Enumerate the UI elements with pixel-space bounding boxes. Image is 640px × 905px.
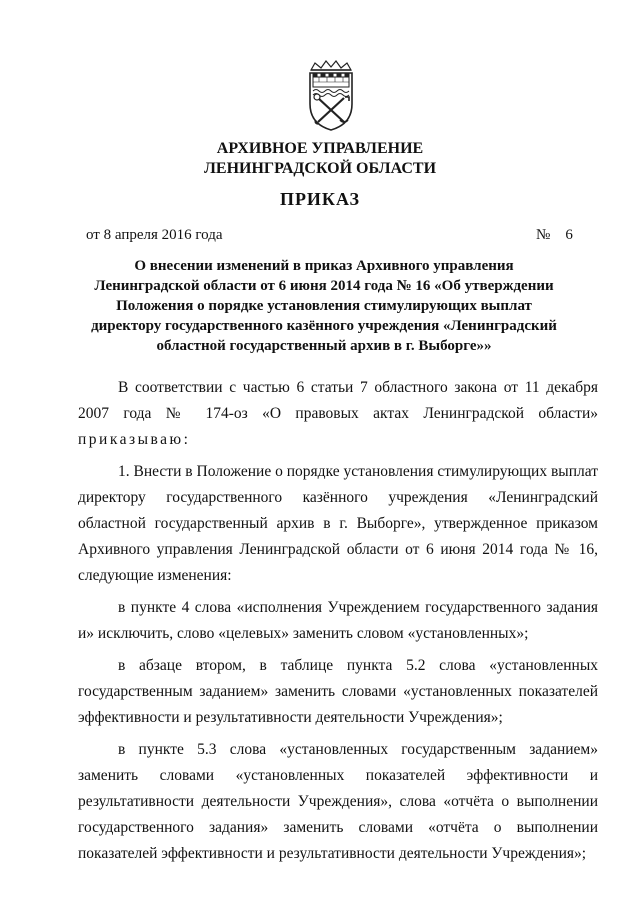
change-3-paragraph: в пункте 5.3 слова «установленных государственным заданием» заменить словами «установленных показателей эффективности и результативности деятельности Учреждения», слова «отчёта о выполнении государственного задания» заменить словами «отчёта о выполнении показателей эффективности и результативности деятельности Учреждения»; xyxy=(78,741,598,862)
document-title: ПРИКАЗ xyxy=(279,189,361,209)
order-date: от 8 апреля 2016 года xyxy=(86,227,223,243)
intro-paragraph xyxy=(78,375,598,453)
order-number-label: № xyxy=(536,227,551,243)
change-2-paragraph: в абзаце втором, в таблице пункта 5.2 слова «установленных государственным заданием» заменить словами «установленных показателей эффективности и результативности деятельности Учреждения»; xyxy=(78,657,598,726)
organization-name-line1: АРХИВНОЕ УПРАВЛЕНИЕ xyxy=(216,140,424,157)
coat-of-arms-icon xyxy=(304,60,358,132)
order-number: 6 xyxy=(565,227,573,243)
prikazyvayu-word: приказываю: xyxy=(78,431,191,448)
organization-name-line2: ЛЕНИНГРАДСКОЙ ОБЛАСТИ xyxy=(203,160,437,177)
intro-text: В соответствии с частью 6 статьи 7 областного закона от 11 декабря 2007 года № 174-оз «О правовых актах Ленинградской области» xyxy=(78,379,598,422)
order-body xyxy=(78,375,598,873)
order-number-line xyxy=(536,227,573,244)
order-subject: О внесении изменений в приказ Архивного управления Ленинградской области от 6 июня 2014 года № 16 «Об утверждении Положения о порядке установления стимулирующих выплат директору государственного казённого учреждения «Ленинградский областной государственный архив в г. Выборге»» xyxy=(91,258,557,354)
change-1-paragraph: в пункте 4 слова «исполнения Учреждением государственного задания и» исключить, слово «целевых» заменить словом «установленных»; xyxy=(78,599,598,642)
item-1-paragraph: 1. Внести в Положение о порядке установления стимулирующих выплат директору государственного казённого учреждения «Ленинградский областной государственный архив в г. Выборге», утвержденное приказом Архивного управления Ленинградской области от 6 июня 2014 года № 16, следующие изменения: xyxy=(78,463,598,584)
